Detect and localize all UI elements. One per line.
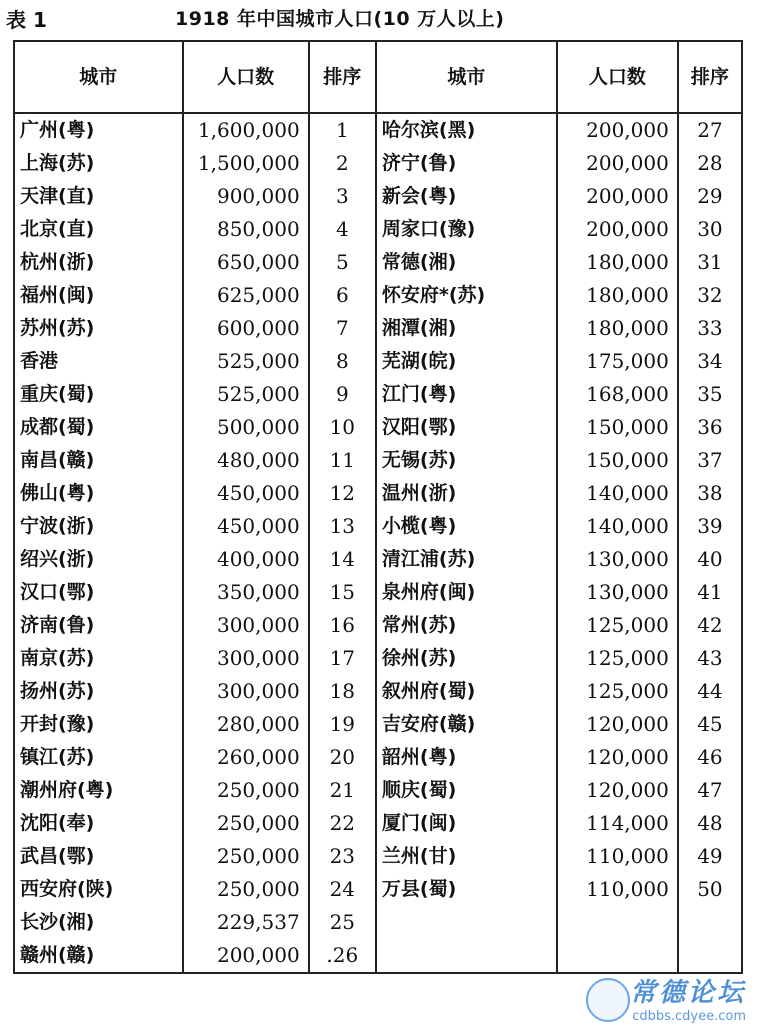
cell-city-left: 上海(苏) [14,147,183,180]
table-row [14,873,742,906]
table-row [14,741,742,774]
cell-rank-right: 42 [678,609,742,642]
cell-population-right: 140,000 [557,510,678,543]
table-row [14,708,742,741]
header-city-left: 城市 [14,41,183,113]
cell-rank-right: 39 [678,510,742,543]
cell-population-right: 110,000 [557,873,678,906]
cell-rank-right: 41 [678,576,742,609]
header-city-right: 城市 [376,41,557,113]
cell-population-right: 125,000 [557,609,678,642]
table-row [14,774,742,807]
table-row [14,543,742,576]
cell-population-right: 140,000 [557,477,678,510]
table-row [14,477,742,510]
cell-city-left: 济南(鲁) [14,609,183,642]
cell-city-right: 江门(粤) [376,378,557,411]
cell-rank-right: 35 [678,378,742,411]
watermark [630,972,746,1024]
cell-rank-left: 17 [309,642,376,675]
table-row [14,378,742,411]
table-caption [0,0,760,34]
table-row [14,807,742,840]
cell-rank-right: 46 [678,741,742,774]
cell-city-right: 汉阳(鄂) [376,411,557,444]
cell-population-right: 125,000 [557,642,678,675]
cell-city-right: 韶州(粤) [376,741,557,774]
table-row [14,510,742,543]
cell-city-left: 南昌(赣) [14,444,183,477]
header-rank-left: 排序 [309,41,376,113]
table-row [14,312,742,345]
header-population-right: 人口数 [557,41,678,113]
cell-city-left: 苏州(苏) [14,312,183,345]
cell-population-left: 400,000 [183,543,309,576]
cell-city-right: 叙州府(蜀) [376,675,557,708]
cell-rank-right: 27 [678,113,742,147]
cell-city-right: 新会(粤) [376,180,557,213]
cell-rank-right: 47 [678,774,742,807]
cell-city-left: 天津(直) [14,180,183,213]
cell-rank-left: 21 [309,774,376,807]
cell-rank-right [678,939,742,973]
cell-rank-left: 16 [309,609,376,642]
cell-city-left: 佛山(粤) [14,477,183,510]
cell-population-left: 450,000 [183,477,309,510]
cell-population-left: 850,000 [183,213,309,246]
cell-rank-right: 48 [678,807,742,840]
cell-city-right: 怀安府*(苏) [376,279,557,312]
cell-rank-left: 20 [309,741,376,774]
cell-population-left: 250,000 [183,807,309,840]
cell-rank-right: 50 [678,873,742,906]
cell-rank-left: 13 [309,510,376,543]
cell-population-right: 200,000 [557,113,678,147]
cell-city-right: 哈尔滨(黑) [376,113,557,147]
cell-city-right: 无锡(苏) [376,444,557,477]
cell-city-left: 南京(苏) [14,642,183,675]
cell-city-left: 汉口(鄂) [14,576,183,609]
cell-rank-left: 24 [309,873,376,906]
cell-city-right: 济宁(鲁) [376,147,557,180]
table-row [14,279,742,312]
cell-rank-right [678,906,742,939]
cell-population-right: 120,000 [557,741,678,774]
cell-city-right: 泉州府(闽) [376,576,557,609]
table-title: 1918 年中国城市人口(10 万人以上) [175,8,505,30]
cell-rank-right: 40 [678,543,742,576]
table-row [14,906,742,939]
cell-city-left: 重庆(蜀) [14,378,183,411]
cell-population-right: 130,000 [557,576,678,609]
cell-city-right: 兰州(甘) [376,840,557,873]
table-row [14,642,742,675]
cell-population-left: 525,000 [183,345,309,378]
cell-population-left: 250,000 [183,840,309,873]
cell-population-right: 180,000 [557,312,678,345]
cell-rank-left: 14 [309,543,376,576]
cell-city-left: 武昌(鄂) [14,840,183,873]
cell-city-left: 潮州府(粤) [14,774,183,807]
cell-rank-left: 5 [309,246,376,279]
cell-rank-right: 29 [678,180,742,213]
table-label: 表 1 [6,8,47,32]
table-row [14,213,742,246]
cell-rank-left: 1 [309,113,376,147]
cell-city-right [376,906,557,939]
cell-city-left: 绍兴(浙) [14,543,183,576]
cell-rank-left: 22 [309,807,376,840]
header-rank-right: 排序 [678,41,742,113]
cell-rank-left: 8 [309,345,376,378]
cell-population-right: 180,000 [557,279,678,312]
cell-city-left: 沈阳(奉) [14,807,183,840]
header-row [14,41,742,113]
watermark-url: cdbbs.cdyee.com [632,1009,746,1024]
cell-rank-left: 2 [309,147,376,180]
cell-rank-right: 49 [678,840,742,873]
cell-city-right: 温州(浙) [376,477,557,510]
cell-city-left: 香港 [14,345,183,378]
cell-population-left: 260,000 [183,741,309,774]
cell-rank-left: 3 [309,180,376,213]
cell-population-right: 175,000 [557,345,678,378]
cell-city-left: 北京(直) [14,213,183,246]
cell-rank-left: 25 [309,906,376,939]
table-row [14,411,742,444]
cell-population-right: 130,000 [557,543,678,576]
cell-population-left: 350,000 [183,576,309,609]
cell-rank-left: 23 [309,840,376,873]
cell-rank-left: 6 [309,279,376,312]
cell-rank-left: 19 [309,708,376,741]
cell-city-left: 成都(蜀) [14,411,183,444]
cell-population-right: 125,000 [557,675,678,708]
cell-population-right: 114,000 [557,807,678,840]
cell-city-right: 常州(苏) [376,609,557,642]
cell-rank-right: 44 [678,675,742,708]
cell-population-left: 625,000 [183,279,309,312]
cell-population-left: 650,000 [183,246,309,279]
cell-population-left: 500,000 [183,411,309,444]
cell-rank-left: 15 [309,576,376,609]
cell-population-right: 180,000 [557,246,678,279]
watermark-logo-icon [586,978,630,1022]
cell-population-right: 200,000 [557,180,678,213]
cell-city-left: 广州(粤) [14,113,183,147]
cell-population-left: 450,000 [183,510,309,543]
cell-population-left: 280,000 [183,708,309,741]
cell-city-right: 湘潭(湘) [376,312,557,345]
cell-rank-right: 32 [678,279,742,312]
table-row [14,113,742,147]
cell-city-right [376,939,557,973]
cell-population-left: 200,000 [183,939,309,973]
cell-population-left: 250,000 [183,774,309,807]
cell-city-right: 吉安府(赣) [376,708,557,741]
cell-population-right: 200,000 [557,213,678,246]
cell-population-right: 200,000 [557,147,678,180]
cell-city-left: 宁波(浙) [14,510,183,543]
cell-rank-left: 11 [309,444,376,477]
cell-population-left: 525,000 [183,378,309,411]
cell-city-left: 福州(闽) [14,279,183,312]
cell-population-left: 300,000 [183,609,309,642]
cell-population-left: 600,000 [183,312,309,345]
cell-population-right: 150,000 [557,411,678,444]
cell-rank-right: 43 [678,642,742,675]
cell-city-left: 长沙(湘) [14,906,183,939]
watermark-title: 常德论坛 [629,978,746,1008]
cell-population-left: 229,537 [183,906,309,939]
cell-city-left: 赣州(赣) [14,939,183,973]
cell-population-left: 250,000 [183,873,309,906]
table-body [14,113,742,973]
table-row [14,840,742,873]
cell-population-left: 480,000 [183,444,309,477]
cell-rank-right: 33 [678,312,742,345]
cell-city-right: 周家口(豫) [376,213,557,246]
cell-city-right: 顺庆(蜀) [376,774,557,807]
city-population-table [13,40,743,974]
cell-population-left: 1,600,000 [183,113,309,147]
table-row [14,609,742,642]
table-row [14,675,742,708]
table-row [14,180,742,213]
cell-rank-right: 31 [678,246,742,279]
cell-city-right: 厦门(闽) [376,807,557,840]
cell-population-left: 900,000 [183,180,309,213]
cell-population-right [557,939,678,973]
cell-city-left: 扬州(苏) [14,675,183,708]
table-row [14,939,742,973]
cell-rank-right: 34 [678,345,742,378]
cell-rank-left: 10 [309,411,376,444]
cell-population-left: 300,000 [183,675,309,708]
cell-city-left: 镇江(苏) [14,741,183,774]
cell-city-left: 开封(豫) [14,708,183,741]
cell-city-right: 小榄(粤) [376,510,557,543]
table-row [14,576,742,609]
cell-rank-right: 36 [678,411,742,444]
cell-city-left: 西安府(陕) [14,873,183,906]
cell-rank-left: 9 [309,378,376,411]
cell-city-right: 清江浦(苏) [376,543,557,576]
cell-city-right: 芜湖(皖) [376,345,557,378]
cell-population-left: 1,500,000 [183,147,309,180]
cell-population-left: 300,000 [183,642,309,675]
cell-rank-left: 4 [309,213,376,246]
cell-population-right: 168,000 [557,378,678,411]
table-row [14,147,742,180]
cell-rank-right: 37 [678,444,742,477]
cell-population-right: 110,000 [557,840,678,873]
cell-rank-left: 12 [309,477,376,510]
cell-city-right: 常德(湘) [376,246,557,279]
table-row [14,444,742,477]
table-row [14,246,742,279]
cell-population-right: 120,000 [557,708,678,741]
table-row [14,345,742,378]
cell-city-right: 徐州(苏) [376,642,557,675]
cell-city-right: 万县(蜀) [376,873,557,906]
cell-rank-left: 18 [309,675,376,708]
cell-rank-right: 38 [678,477,742,510]
cell-population-right: 120,000 [557,774,678,807]
cell-rank-right: 45 [678,708,742,741]
cell-city-left: 杭州(浙) [14,246,183,279]
cell-rank-right: 28 [678,147,742,180]
header-population-left: 人口数 [183,41,309,113]
cell-population-right [557,906,678,939]
cell-rank-left: 7 [309,312,376,345]
cell-rank-left: .26 [309,939,376,973]
cell-rank-right: 30 [678,213,742,246]
cell-population-right: 150,000 [557,444,678,477]
